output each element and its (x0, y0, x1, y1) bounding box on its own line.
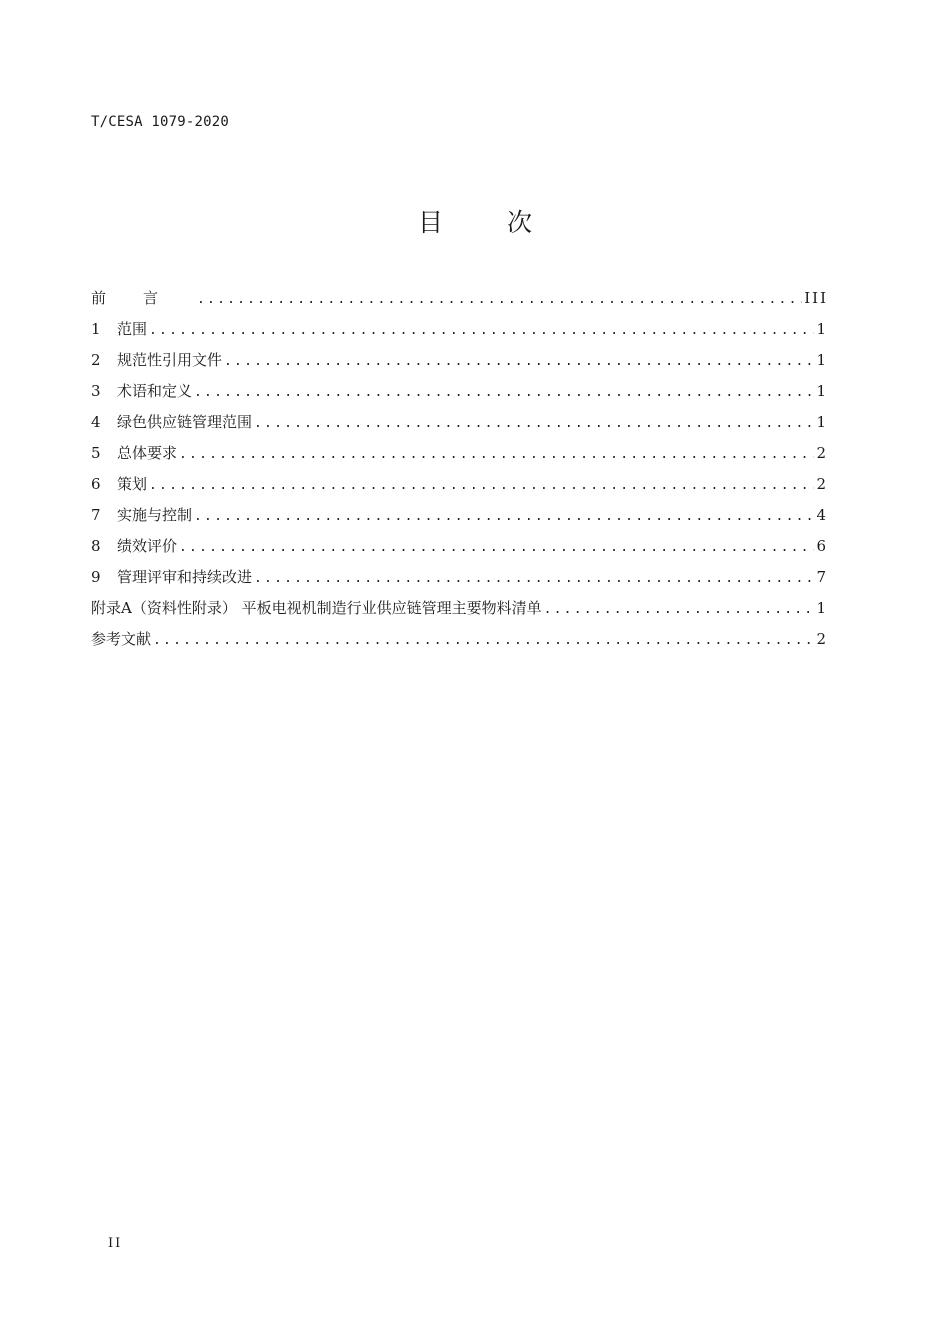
toc-entry-2[interactable] (91, 349, 828, 380)
toc-entry-page: 1 (816, 382, 828, 400)
toc-leader-dots (179, 540, 814, 555)
toc-entry-page: 2 (816, 444, 828, 462)
toc-entry-number: 3 (91, 382, 101, 400)
toc-entry-page: III (804, 289, 828, 307)
toc-leader-dots (149, 323, 814, 338)
toc-entry-9[interactable] (91, 566, 828, 597)
toc-entry-number: 4 (91, 413, 101, 431)
toc-entry-foreword[interactable] (91, 287, 828, 318)
toc-entry-1[interactable] (91, 318, 828, 349)
toc-leader-dots (254, 571, 814, 586)
toc-leader-dots (179, 447, 814, 462)
toc-entry-appendix-a[interactable] (91, 597, 828, 628)
toc-entry-number: 7 (91, 506, 101, 524)
toc-entry-label: 绩效评价 (117, 537, 178, 555)
toc-title: 目 次 (418, 208, 560, 237)
toc-entry-page: 2 (816, 630, 828, 648)
toc-leader-dots (149, 478, 814, 493)
table-of-contents (91, 287, 828, 659)
toc-entry-label: 实施与控制 (117, 506, 193, 524)
toc-leader-dots (224, 354, 814, 369)
toc-entry-number: 2 (91, 351, 101, 369)
toc-entry-label: 绿色供应链管理范围 (117, 413, 253, 431)
toc-entry-number: 5 (91, 444, 101, 462)
toc-entry-page: 1 (816, 320, 828, 338)
toc-leader-dots (254, 416, 814, 431)
toc-leader-dots (194, 385, 814, 400)
toc-entry-5[interactable] (91, 442, 828, 473)
toc-entry-4[interactable] (91, 411, 828, 442)
toc-entry-label: 管理评审和持续改进 (117, 568, 253, 586)
toc-leader-dots (153, 633, 814, 648)
toc-entry-label: 术语和定义 (117, 382, 193, 400)
toc-entry-page: 2 (816, 475, 828, 493)
toc-leader-dots (544, 602, 815, 617)
standard-code: T/CESA 1079-2020 (91, 114, 230, 130)
toc-entry-label: 附录A（资料性附录） 平板电视机制造行业供应链管理主要物料清单 (91, 599, 542, 617)
toc-entry-page: 7 (816, 568, 828, 586)
toc-entry-page: 1 (816, 599, 828, 617)
toc-entry-page: 1 (816, 351, 828, 369)
toc-leader-dots (197, 292, 802, 307)
page-number: II (108, 1236, 123, 1251)
toc-entry-number: 8 (91, 537, 101, 555)
toc-entry-label: 总体要求 (117, 444, 178, 462)
toc-entry-page: 4 (816, 506, 828, 524)
toc-entry-6[interactable] (91, 473, 828, 504)
toc-entry-label: 前言 (91, 289, 196, 307)
toc-entry-label: 策划 (117, 475, 148, 493)
toc-entry-label: 范围 (117, 320, 148, 338)
toc-entry-references[interactable] (91, 628, 828, 659)
toc-entry-label: 参考文献 (91, 630, 152, 648)
toc-entry-7[interactable] (91, 504, 828, 535)
toc-entry-number: 9 (91, 568, 101, 586)
toc-entry-page: 1 (816, 413, 828, 431)
toc-entry-8[interactable] (91, 535, 828, 566)
toc-entry-number: 6 (91, 475, 101, 493)
toc-entry-page: 6 (816, 537, 828, 555)
toc-entry-3[interactable] (91, 380, 828, 411)
toc-entry-number: 1 (91, 320, 101, 338)
toc-leader-dots (194, 509, 814, 524)
toc-entry-label: 规范性引用文件 (117, 351, 223, 369)
